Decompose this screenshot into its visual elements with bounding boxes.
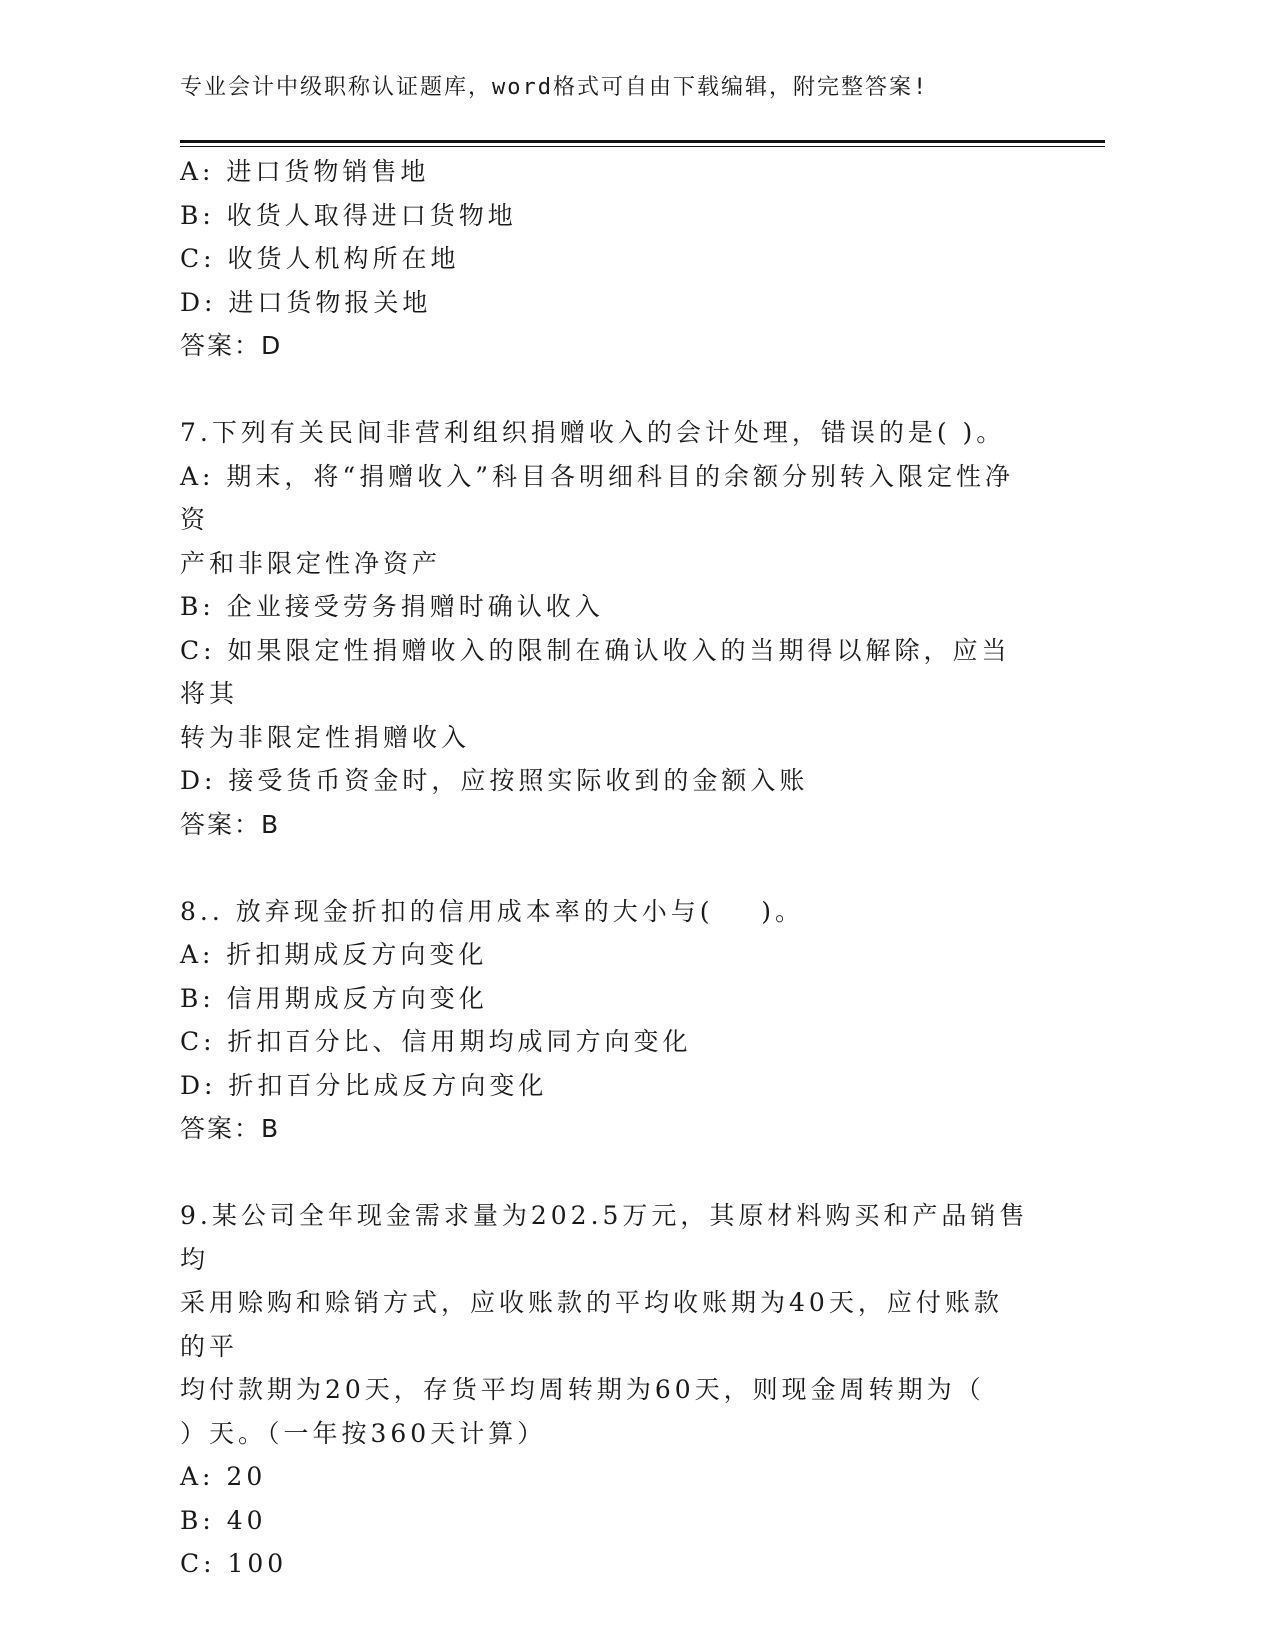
question-stem: 8.. 放弃现金折扣的信用成本率的大小与( )。 [180, 896, 805, 926]
option-d: D: 进口货物报关地 [180, 287, 432, 317]
question-9 [180, 1194, 1030, 1586]
answer: 答案：D [180, 331, 283, 360]
question-7 [180, 411, 1030, 846]
question-content [180, 150, 1030, 1586]
option-c: C: 100 [180, 1549, 288, 1578]
option-b: B: 企业接受劳务捐赠时确认收入 [180, 592, 604, 621]
page-header: 专业会计中级职称认证题库，word格式可自由下载编辑，附完整答案! [180, 75, 929, 100]
question-stem: 7.下列有关民间非营利组织捐赠收入的会计处理，错误的是( )。 [180, 418, 1006, 447]
question-stem-continued: 采用赊购和赊销方式，应收账款的平均收账期为40天，应付账款的平 [180, 1288, 1003, 1361]
answer: 答案：B [180, 1114, 281, 1143]
question-stem: 9.某公司全年现金需求量为202.5万元，其原材料购买和产品销售均 [180, 1201, 1029, 1274]
option-d: D: 接受货币资金时，应按照实际收到的金额入账 [180, 766, 809, 795]
option-c-continued: 转为非限定性捐赠收入 [180, 722, 471, 752]
question-stem-continued: 均付款期为20天，存货平均周转期为60天，则现金周转期为（ [180, 1375, 985, 1404]
question-stem-continued: ）天。（一年按360天计算） [180, 1418, 547, 1448]
option-c: C: 如果限定性捐赠收入的限制在确认收入的当期得以解除，应当将其 [180, 635, 1011, 708]
option-a: A: 进口货物销售地 [180, 157, 430, 186]
answer: 答案：B [180, 809, 281, 839]
option-b: B: 40 [180, 1505, 267, 1535]
option-c: C: 折扣百分比、信用期均成同方向变化 [180, 1027, 692, 1056]
option-b: B: 信用期成反方向变化 [180, 983, 488, 1013]
option-a-continued: 产和非限定性净资产 [180, 548, 442, 578]
option-a: A: 20 [180, 1462, 267, 1491]
header-divider-thick [180, 140, 1105, 143]
option-d: D: 折扣百分比成反方向变化 [180, 1070, 548, 1100]
option-b: B: 收货人取得进口货物地 [180, 200, 517, 230]
option-a: A: 期末，将“捐赠收入”科目各明细科目的余额分别转入限定性净资 [180, 461, 1014, 534]
question-6 [180, 150, 1030, 368]
option-a: A: 折扣期成反方向变化 [180, 940, 488, 969]
question-8 [180, 890, 1030, 1151]
option-c: C: 收货人机构所在地 [180, 244, 460, 273]
header-divider-thin [180, 146, 1105, 147]
